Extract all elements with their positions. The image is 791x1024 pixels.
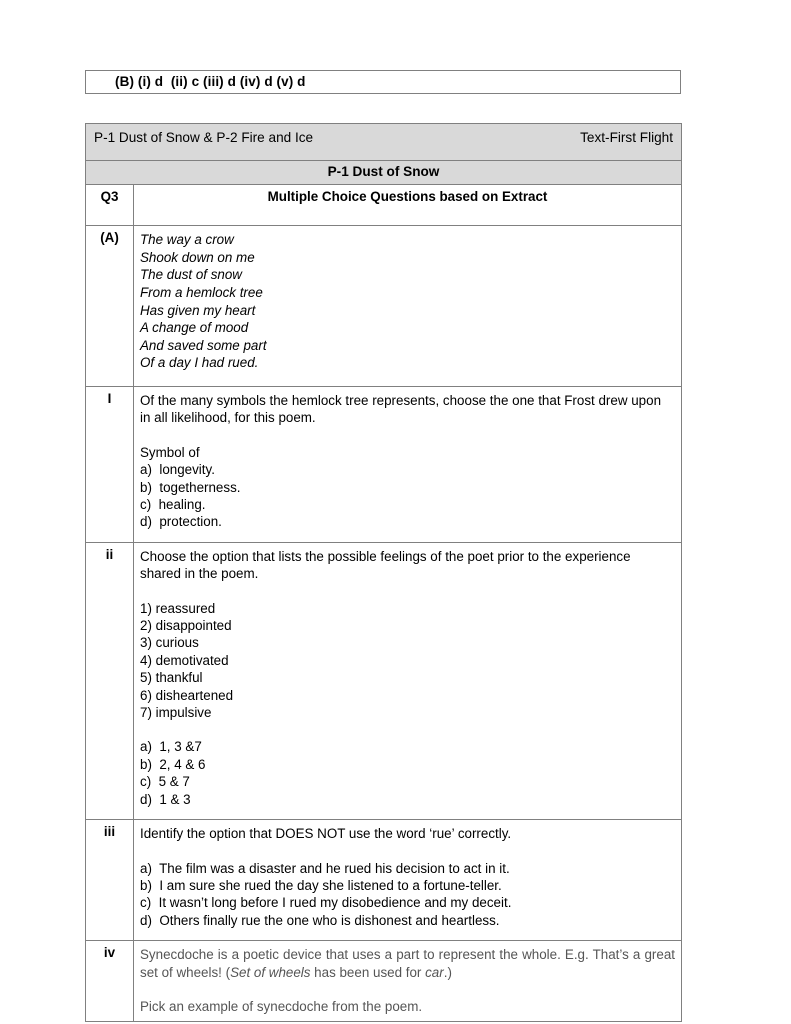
question-body-ii	[134, 542, 682, 819]
options-list-i	[140, 461, 675, 531]
list-item: 2) disappointed	[140, 618, 232, 634]
question-stem-ii: Choose the option that lists the possible feelings of the poet prior to the experience shared in the poem.	[140, 548, 631, 582]
list-item: 3) curious	[140, 635, 199, 651]
option-c[interactable]: c) healing.	[140, 497, 206, 512]
poem-line: Of a day I had rued.	[140, 355, 259, 371]
question-label-i: I	[86, 386, 134, 542]
option-b[interactable]: b) I am sure she rued the day she listened to a fortune-teller.	[140, 877, 502, 893]
stem-text-part3: .)	[443, 964, 452, 980]
question-body-i	[134, 386, 682, 542]
poem-line: And saved some part	[140, 337, 267, 353]
question-number: Q3	[86, 184, 134, 225]
options-list-iii	[140, 860, 675, 930]
spacer	[140, 427, 675, 444]
answer-key-box	[85, 70, 681, 94]
stem-italic-car: car	[425, 964, 444, 980]
option-a[interactable]: a) 1, 3 &7	[140, 739, 202, 755]
option-b[interactable]: b) 2, 4 & 6	[140, 756, 206, 772]
question-stem-iii: Identify the option that DOES NOT use the word ‘rue’ correctly.	[140, 826, 512, 842]
stem-text-part2: has been used for	[310, 964, 426, 980]
options-list-ii	[140, 738, 675, 808]
option-c[interactable]: c) It wasn’t long before I rued my disobedience and my deceit.	[140, 895, 512, 911]
list-item: 1) reassured	[140, 600, 216, 616]
question-stem-iv	[140, 944, 675, 981]
stem-text-part1: Synecdoche is a poetic device that uses a part to represent the whole. E.g. That’s a great set of wheels! (	[140, 947, 676, 980]
option-d[interactable]: d) protection.	[140, 514, 222, 530]
section-title-row	[86, 161, 682, 184]
option-d[interactable]: d) 1 & 3	[140, 791, 191, 807]
spacer	[140, 583, 675, 600]
spacer	[140, 981, 675, 998]
extract-body	[134, 226, 682, 387]
question-row-i	[86, 386, 682, 542]
question-row-iv	[86, 941, 682, 1022]
question-row-iii	[86, 820, 682, 941]
option-d[interactable]: d) Others finally rue the one who is dishonest and heartless.	[140, 912, 500, 928]
question-body-iii	[134, 820, 682, 941]
poem-line: Has given my heart	[140, 302, 256, 318]
list-item: 5) thankful	[140, 670, 203, 686]
poem-line: From a hemlock tree	[140, 285, 263, 300]
stem-italic-set-of-wheels: Set of wheels	[230, 964, 311, 980]
poem-line: Shook down on me	[140, 249, 255, 265]
spacer	[140, 721, 675, 738]
poem-line: The way a crow	[140, 232, 234, 248]
chapter-header-cell	[86, 124, 682, 161]
question-label-iv: iv	[86, 941, 134, 1022]
table-header-row	[86, 124, 682, 161]
option-b[interactable]: b) togetherness.	[140, 479, 241, 495]
question-body-iv	[134, 941, 682, 1022]
question-table	[85, 123, 682, 1022]
question-prompt-iv: Pick an example of synecdoche from the poem.	[140, 998, 423, 1014]
poem-stanza	[140, 229, 675, 372]
list-item: 6) disheartened	[140, 687, 234, 703]
option-a[interactable]: a) The film was a disaster and he rued his decision to act in it.	[140, 860, 510, 876]
question-type-title: Multiple Choice Questions based on Extract	[134, 184, 682, 225]
poem-line: The dust of snow	[140, 267, 242, 283]
question-label-iii: iii	[86, 820, 134, 941]
spacer	[140, 843, 675, 860]
textbook-name: Text-First Flight	[580, 130, 674, 145]
extract-label: (A)	[86, 226, 134, 387]
feelings-list	[140, 600, 675, 722]
list-item: 7) impulsive	[140, 705, 212, 721]
chapter-title: P-1 Dust of Snow & P-2 Fire and Ice	[94, 130, 314, 145]
section-title: P-1 Dust of Snow	[86, 161, 682, 184]
poem-line: A change of mood	[140, 320, 249, 336]
question-stem-i: Of the many symbols the hemlock tree represents, choose the one that Frost drew upon in all likelihood, for this poem.	[140, 392, 662, 426]
question-type-row	[86, 184, 682, 225]
option-c[interactable]: c) 5 & 7	[140, 774, 190, 790]
question-label-ii: ii	[86, 542, 134, 819]
extract-row	[86, 226, 682, 387]
question-lead-in-i: Symbol of	[140, 444, 200, 460]
answer-key-text: (B) (i) d (ii) c (iii) d (iv) d (v) d	[115, 74, 306, 89]
question-row-ii	[86, 542, 682, 819]
list-item: 4) demotivated	[140, 652, 229, 668]
option-a[interactable]: a) longevity.	[140, 462, 215, 478]
